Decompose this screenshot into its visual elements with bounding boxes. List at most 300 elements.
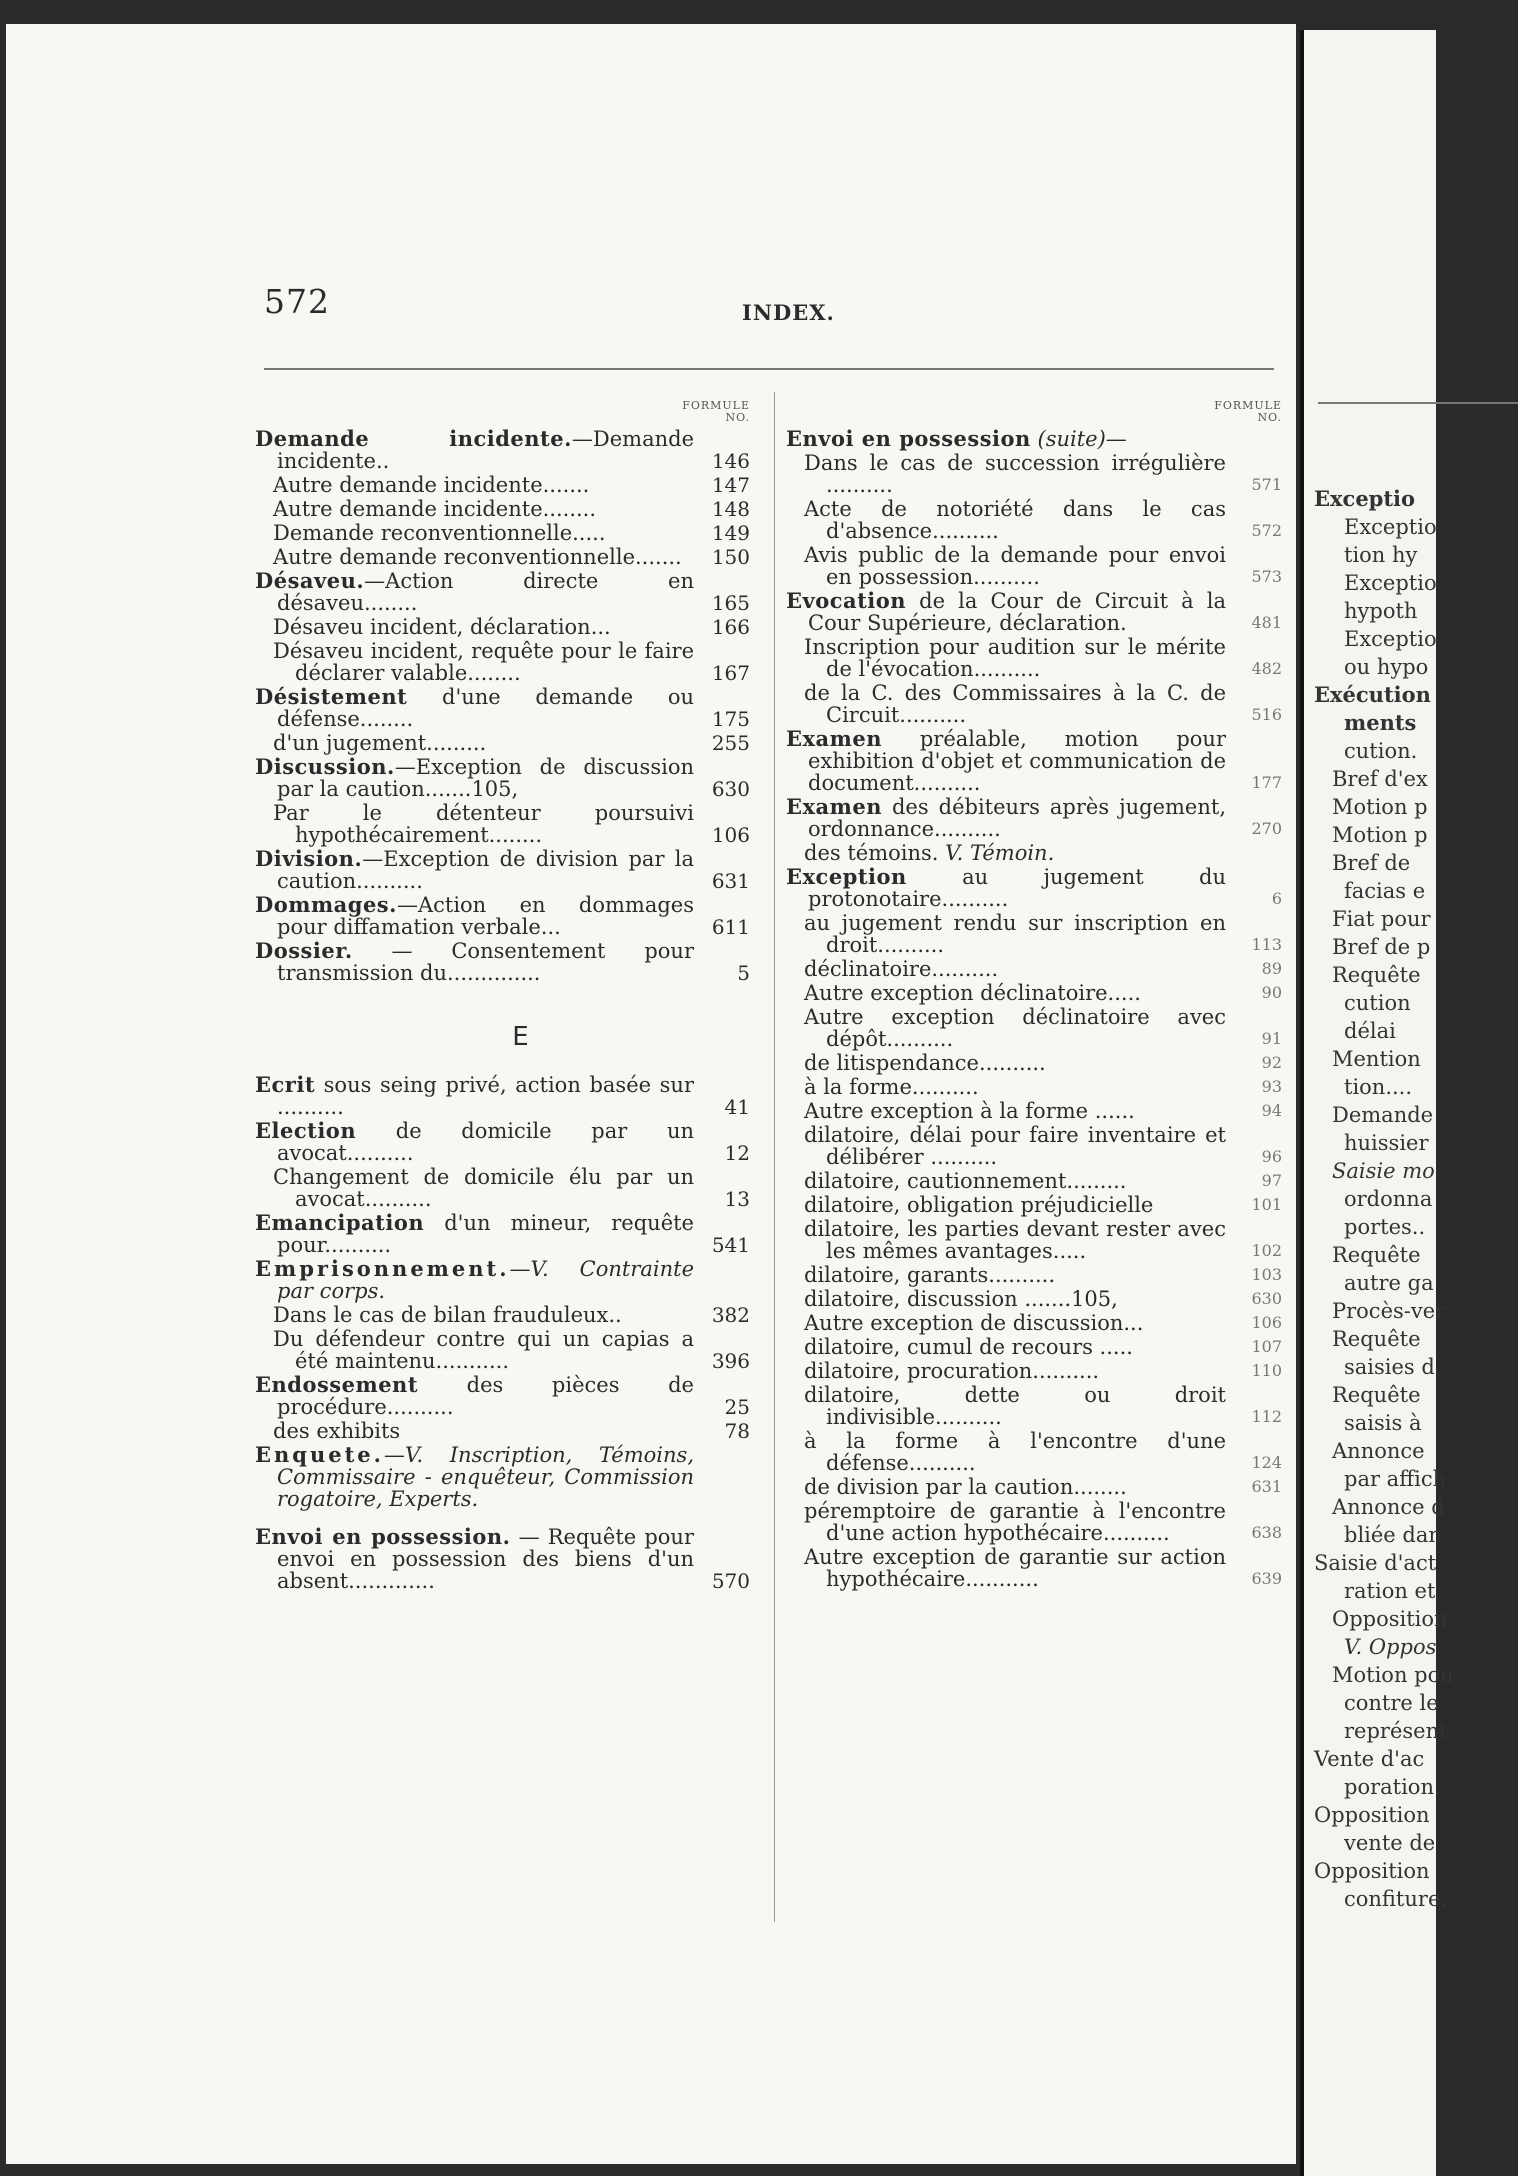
entry-headword: Envoi en possession bbox=[786, 426, 1031, 451]
entry-text bbox=[786, 796, 1226, 840]
facing-page-line: poration. bbox=[1344, 1775, 1441, 1799]
entry-crossref: V. Inscription, Témoins, Commissaire - enquêteur, Commission rogatoire, Experts. bbox=[277, 1443, 694, 1511]
entry-text bbox=[255, 1212, 694, 1256]
entry-formula-number: 146 bbox=[711, 449, 750, 473]
entry-description: —Action directe en désaveu........ bbox=[277, 569, 694, 615]
entry-description: —Demande incidente.. bbox=[277, 427, 694, 473]
index-entry bbox=[786, 842, 1282, 864]
facing-page-line: cution bbox=[1344, 991, 1411, 1015]
facing-page-line: Vente d'ac bbox=[1314, 1747, 1425, 1771]
index-entry bbox=[786, 1100, 1282, 1122]
facing-page-line: saisies d bbox=[1344, 1355, 1435, 1379]
entry-text bbox=[786, 1052, 1226, 1074]
entry-description: Inscription pour audition sur le mérite de l'évocation.......... bbox=[804, 635, 1226, 681]
entry-text bbox=[255, 1120, 694, 1164]
entry-text bbox=[786, 1384, 1226, 1428]
index-entry bbox=[786, 1312, 1282, 1334]
facing-page-line: facias e bbox=[1344, 879, 1426, 903]
facing-page-line: Exceptio bbox=[1344, 627, 1437, 651]
entry-formula-number: 90 bbox=[1261, 983, 1282, 1002]
column-separator bbox=[774, 392, 775, 1922]
facing-page-line: ments bbox=[1344, 710, 1417, 735]
entry-description: sous seing privé, action basée sur .......... bbox=[277, 1073, 694, 1119]
index-entry bbox=[255, 1212, 750, 1256]
index-entry bbox=[255, 802, 750, 846]
facing-page-line: ordonna bbox=[1344, 1187, 1433, 1211]
entry-description: —Action en dommages pour diffamation verbale... bbox=[277, 893, 694, 939]
entry-description: — bbox=[509, 1257, 531, 1281]
facing-page-line: Annonce bbox=[1332, 1439, 1425, 1463]
entry-description: de la C. des Commissaires à la C. de Circuit.......... bbox=[804, 681, 1226, 727]
entry-text bbox=[255, 1444, 694, 1510]
index-entry bbox=[786, 1360, 1282, 1382]
index-entry bbox=[786, 866, 1282, 910]
facing-page-line: Motion p bbox=[1332, 795, 1428, 819]
entry-crossref: (suite) bbox=[1037, 427, 1106, 451]
entry-text bbox=[255, 1074, 694, 1118]
entry-description: Dans le cas de bilan frauduleux.. bbox=[273, 1303, 622, 1327]
entry-headword: Examen bbox=[786, 794, 882, 819]
entry-formula-number: 92 bbox=[1261, 1053, 1282, 1072]
entry-text bbox=[255, 616, 694, 638]
facing-page-line: ou hypo bbox=[1344, 655, 1429, 679]
facing-page-line: tion.... bbox=[1344, 1075, 1413, 1099]
entry-description: dilatoire, délai pour faire inventaire et délibérer .......... bbox=[804, 1123, 1226, 1169]
facing-page-line: autre ga bbox=[1344, 1271, 1434, 1295]
entry-formula-number: 167 bbox=[711, 661, 750, 685]
entry-formula-number: 630 bbox=[1251, 1289, 1282, 1308]
index-entry bbox=[255, 1444, 750, 1510]
entry-formula-number: 631 bbox=[1251, 1477, 1282, 1496]
entry-description: dilatoire, dette ou droit indivisible.......... bbox=[804, 1383, 1226, 1429]
index-entry bbox=[786, 796, 1282, 840]
entry-formula-number: 89 bbox=[1261, 959, 1282, 978]
entry-description: Avis public de la demande pour envoi en possession.......... bbox=[804, 543, 1226, 589]
facing-page-line: Requête bbox=[1332, 1243, 1421, 1267]
entry-description: Autre demande incidente........ bbox=[273, 497, 597, 521]
index-entry bbox=[786, 1006, 1282, 1050]
entry-formula-number: 570 bbox=[711, 1569, 750, 1593]
entry-formula-number: 255 bbox=[711, 731, 750, 755]
entry-description: dilatoire, garants.......... bbox=[804, 1263, 1056, 1287]
entry-description: Autre demande reconventionnelle....... bbox=[273, 545, 682, 569]
index-entry bbox=[786, 1430, 1282, 1474]
entry-text bbox=[255, 498, 694, 520]
entry-text bbox=[786, 636, 1226, 680]
entry-headword: Division. bbox=[255, 846, 363, 871]
facing-page-line: confiture. bbox=[1344, 1887, 1448, 1911]
index-entry bbox=[786, 498, 1282, 542]
facing-page-line: tion hy bbox=[1344, 543, 1418, 567]
entry-text bbox=[786, 1360, 1226, 1382]
facing-page-line: Exceptio bbox=[1314, 486, 1416, 511]
facing-page-line: Requête bbox=[1332, 963, 1421, 987]
entry-text bbox=[255, 1304, 694, 1326]
entry-text bbox=[255, 570, 694, 614]
column-head-line: FORMULE bbox=[1214, 399, 1282, 412]
entry-text bbox=[255, 802, 694, 846]
entry-headword: Désistement bbox=[255, 684, 408, 709]
entry-formula-number: 166 bbox=[711, 615, 750, 639]
entry-formula-number: 96 bbox=[1261, 1147, 1282, 1166]
entry-description: Autre exception de discussion... bbox=[804, 1311, 1144, 1335]
facing-page-line: portes.. bbox=[1344, 1215, 1426, 1239]
facing-page-line: cution. bbox=[1344, 739, 1418, 763]
entry-text bbox=[786, 1170, 1226, 1192]
entry-formula-number: 5 bbox=[737, 961, 750, 985]
index-entry bbox=[786, 1500, 1282, 1544]
entry-text bbox=[255, 1166, 694, 1210]
facing-page-line: vente de bbox=[1344, 1831, 1436, 1855]
facing-page-line: bliée dan bbox=[1344, 1523, 1442, 1547]
index-entry bbox=[786, 1384, 1282, 1428]
entry-formula-number: 78 bbox=[724, 1419, 750, 1443]
entry-formula-number: 93 bbox=[1261, 1077, 1282, 1096]
entry-description: dilatoire, discussion .......105, bbox=[804, 1287, 1118, 1311]
entry-formula-number: 41 bbox=[724, 1095, 750, 1119]
facing-page-line: Procès-ver bbox=[1332, 1299, 1446, 1323]
index-entry bbox=[255, 1328, 750, 1372]
entry-text bbox=[786, 452, 1226, 496]
entry-description: d'une demande ou défense........ bbox=[277, 685, 694, 731]
entry-formula-number: 91 bbox=[1261, 1029, 1282, 1048]
entry-text bbox=[255, 686, 694, 730]
facing-page-line: Exécution bbox=[1314, 682, 1431, 707]
entry-formula-number: 177 bbox=[1251, 773, 1282, 792]
index-entry bbox=[255, 522, 750, 544]
entry-text bbox=[786, 590, 1226, 634]
entry-text bbox=[255, 848, 694, 892]
entry-formula-number: 113 bbox=[1251, 935, 1282, 954]
entry-formula-number: 382 bbox=[711, 1303, 750, 1327]
entry-headword: Evocation bbox=[786, 588, 907, 613]
facing-page-line: Mention bbox=[1332, 1047, 1421, 1071]
entry-formula-number: 110 bbox=[1251, 1361, 1282, 1380]
running-head: INDEX. bbox=[742, 300, 835, 325]
index-entry bbox=[786, 1288, 1282, 1310]
index-entry bbox=[255, 1304, 750, 1326]
index-entry bbox=[786, 1124, 1282, 1168]
entry-headword: Examen bbox=[786, 726, 882, 751]
entry-text bbox=[255, 522, 694, 544]
index-entry bbox=[255, 474, 750, 496]
facing-page-rule bbox=[1318, 402, 1518, 404]
entry-description: des exhibits bbox=[273, 1419, 401, 1443]
facing-page-line: Exceptio bbox=[1344, 515, 1437, 539]
entry-text bbox=[255, 894, 694, 938]
entry-description: — Consentement pour transmission du.............. bbox=[277, 939, 694, 985]
index-entry bbox=[255, 1120, 750, 1164]
entry-description: déclinatoire.......... bbox=[804, 957, 999, 981]
index-entry bbox=[786, 958, 1282, 980]
entry-formula-number: 630 bbox=[711, 777, 750, 801]
index-entry bbox=[786, 912, 1282, 956]
facing-page-line: ration et bbox=[1344, 1579, 1436, 1603]
entry-text bbox=[786, 1194, 1226, 1216]
index-entry bbox=[255, 1074, 750, 1118]
entry-crossref: V. Contrainte par corps. bbox=[277, 1257, 694, 1303]
entry-headword: Emprisonnement. bbox=[255, 1256, 510, 1281]
entry-text bbox=[255, 732, 694, 754]
entry-description: dilatoire, les parties devant rester avec les mêmes avantages..... bbox=[804, 1217, 1226, 1263]
page-number: 572 bbox=[264, 282, 330, 321]
index-entry bbox=[255, 1258, 750, 1302]
index-entry bbox=[255, 848, 750, 892]
entry-text bbox=[786, 1430, 1226, 1474]
entry-formula-number: 165 bbox=[711, 591, 750, 615]
entry-description: Autre exception à la forme ...... bbox=[804, 1099, 1135, 1123]
entry-description: Acte de notoriété dans le cas d'absence.......... bbox=[804, 497, 1226, 543]
facing-page-line: V. Oppos bbox=[1344, 1635, 1437, 1659]
entry-formula-number: 94 bbox=[1261, 1101, 1282, 1120]
index-entry bbox=[255, 1526, 750, 1592]
entry-formula-number: 106 bbox=[711, 823, 750, 847]
index-entry bbox=[786, 682, 1282, 726]
entry-description: à la forme à l'encontre d'une défense.......... bbox=[804, 1429, 1226, 1475]
entry-text bbox=[786, 1076, 1226, 1098]
entry-formula-number: 103 bbox=[1251, 1265, 1282, 1284]
entry-formula-number: 150 bbox=[711, 545, 750, 569]
facing-page-line: Bref d'ex bbox=[1332, 767, 1428, 791]
index-entry bbox=[786, 636, 1282, 680]
entry-text bbox=[786, 958, 1226, 980]
entry-description: Demande reconventionnelle..... bbox=[273, 521, 606, 545]
entry-description: Changement de domicile élu par un avocat.......... bbox=[273, 1165, 694, 1211]
entry-text bbox=[786, 842, 1226, 864]
entry-formula-number: 6 bbox=[1271, 889, 1282, 908]
entry-description: des pièces de procédure.......... bbox=[277, 1373, 694, 1419]
entry-formula-number: 124 bbox=[1251, 1453, 1282, 1472]
facing-page-line: délai bbox=[1344, 1019, 1396, 1043]
facing-page-line: Bref de bbox=[1332, 851, 1411, 875]
entry-headword: Dommages. bbox=[255, 892, 397, 917]
index-entry bbox=[255, 616, 750, 638]
column-head-line: NO. bbox=[725, 411, 750, 424]
index-entry bbox=[786, 1476, 1282, 1498]
facing-page-line: Requête bbox=[1332, 1383, 1421, 1407]
facing-page-line: Requête bbox=[1332, 1327, 1421, 1351]
index-column-left bbox=[255, 400, 750, 1592]
index-entry bbox=[255, 1166, 750, 1210]
entry-formula-number: 482 bbox=[1251, 659, 1282, 678]
entry-description: Autre exception déclinatoire avec dépôt.......... bbox=[804, 1005, 1226, 1051]
entry-formula-number: 481 bbox=[1251, 613, 1282, 632]
entry-formula-number: 149 bbox=[711, 521, 750, 545]
facing-page-line: hypoth bbox=[1344, 599, 1418, 623]
entry-formula-number: 638 bbox=[1251, 1523, 1282, 1542]
column-head-line: FORMULE bbox=[682, 399, 750, 412]
entry-text bbox=[786, 1476, 1226, 1498]
facing-page-line: Opposition bbox=[1332, 1607, 1448, 1631]
entry-description: des débiteurs après jugement, ordonnance.......... bbox=[808, 795, 1226, 841]
facing-page-line: Fiat pour bbox=[1332, 907, 1431, 931]
index-entry bbox=[255, 686, 750, 730]
index-entry bbox=[786, 728, 1282, 794]
entry-description: de domicile par un avocat.......... bbox=[277, 1119, 694, 1165]
facing-page-line: par affich bbox=[1344, 1467, 1447, 1491]
entry-description: d'un mineur, requête pour.......... bbox=[277, 1211, 694, 1257]
facing-page-fragment bbox=[1300, 30, 1454, 2176]
entry-headword: Demande incidente. bbox=[255, 426, 572, 451]
entry-formula-number: 101 bbox=[1251, 1195, 1282, 1214]
entry-headword: Enquete. bbox=[255, 1442, 384, 1467]
index-entry bbox=[786, 1264, 1282, 1286]
facing-page-line: Saisie d'act bbox=[1314, 1551, 1437, 1575]
entry-text bbox=[255, 1258, 694, 1302]
index-entry bbox=[255, 756, 750, 800]
entry-description: Désaveu incident, déclaration... bbox=[273, 615, 611, 639]
entry-formula-number: 631 bbox=[711, 869, 750, 893]
entry-description: péremptoire de garantie à l'encontre d'une action hypothécaire.......... bbox=[804, 1499, 1226, 1545]
entry-description: Autre demande incidente....... bbox=[273, 473, 590, 497]
index-entry bbox=[786, 1546, 1282, 1590]
entry-text bbox=[786, 1100, 1226, 1122]
index-entry bbox=[255, 940, 750, 984]
index-entry bbox=[255, 894, 750, 938]
entry-formula-number: 571 bbox=[1251, 475, 1282, 494]
entry-formula-number: 12 bbox=[724, 1141, 750, 1165]
entry-text bbox=[255, 428, 694, 472]
entry-formula-number: 516 bbox=[1251, 705, 1282, 724]
entry-text bbox=[786, 428, 1226, 450]
entry-description: de la Cour de Circuit à la Cour Supérieure, déclaration. bbox=[808, 589, 1226, 635]
entry-space bbox=[1031, 427, 1038, 451]
column-head-line: NO. bbox=[1257, 411, 1282, 424]
entry-text bbox=[255, 546, 694, 568]
entry-description: au jugement du protonotaire.......... bbox=[808, 865, 1226, 911]
section-letter: E bbox=[512, 1022, 529, 1052]
entry-description: — bbox=[1105, 427, 1127, 451]
entry-description: de litispendance.......... bbox=[804, 1051, 1046, 1075]
entry-description: Autre exception déclinatoire..... bbox=[804, 981, 1141, 1005]
index-entry bbox=[786, 590, 1282, 634]
facing-page-line: Opposition bbox=[1314, 1803, 1430, 1827]
entry-formula-number: 611 bbox=[711, 915, 750, 939]
entry-text bbox=[255, 1374, 694, 1418]
index-entry bbox=[255, 546, 750, 568]
index-entry bbox=[786, 1194, 1282, 1216]
entry-text bbox=[786, 1264, 1226, 1286]
facing-page-line: Annonce d bbox=[1332, 1495, 1445, 1519]
index-column-right bbox=[786, 400, 1282, 1590]
entry-description: dilatoire, procuration.......... bbox=[804, 1359, 1100, 1383]
entry-description: dilatoire, cumul de recours ..... bbox=[804, 1335, 1133, 1359]
entry-formula-number: 106 bbox=[1251, 1313, 1282, 1332]
index-entry bbox=[786, 1170, 1282, 1192]
entry-text bbox=[255, 1328, 694, 1372]
entry-formula-number: 13 bbox=[724, 1187, 750, 1211]
facing-page-line: Bref de p bbox=[1332, 935, 1431, 959]
entry-headword: Endossement bbox=[255, 1372, 419, 1397]
entry-text bbox=[255, 1526, 694, 1592]
entry-formula-number: 25 bbox=[724, 1395, 750, 1419]
entry-formula-number: 573 bbox=[1251, 567, 1282, 586]
entry-headword: Dossier. bbox=[255, 938, 353, 963]
entry-headword: Exception bbox=[786, 864, 907, 889]
index-entry bbox=[255, 498, 750, 520]
entry-description: au jugement rendu sur inscription en droit.......... bbox=[804, 911, 1226, 957]
entry-text bbox=[786, 1218, 1226, 1262]
entry-formula-number: 396 bbox=[711, 1349, 750, 1373]
entry-text bbox=[786, 682, 1226, 726]
entry-text bbox=[255, 940, 694, 984]
entry-text bbox=[786, 544, 1226, 588]
facing-page-line: Saisie mo bbox=[1332, 1159, 1435, 1183]
entry-text bbox=[786, 1500, 1226, 1544]
header-rule bbox=[264, 368, 1274, 370]
entry-formula-number: 541 bbox=[711, 1233, 750, 1257]
entry-text bbox=[786, 866, 1226, 910]
entry-text bbox=[786, 1312, 1226, 1334]
entry-text bbox=[255, 1420, 694, 1442]
entry-description: à la forme.......... bbox=[804, 1075, 979, 1099]
entry-description: —Exception de division par la caution.......... bbox=[277, 847, 694, 893]
entry-description: préalable, motion pour exhibition d'objet et communication de document.......... bbox=[808, 727, 1226, 795]
entry-description: Dans le cas de succession irrégulière .......... bbox=[804, 451, 1226, 497]
entry-formula-number: 175 bbox=[711, 707, 750, 731]
index-entry bbox=[786, 428, 1282, 450]
facing-page-line: Demande bbox=[1332, 1103, 1434, 1127]
index-entry bbox=[255, 570, 750, 614]
entry-description: — Requête pour envoi en possession des biens d'un absent............. bbox=[277, 1525, 694, 1593]
entry-formula-number: 572 bbox=[1251, 521, 1282, 540]
entry-formula-number: 112 bbox=[1251, 1407, 1282, 1426]
entry-description: de division par la caution........ bbox=[804, 1475, 1127, 1499]
entry-description: dilatoire, obligation préjudicielle bbox=[804, 1193, 1154, 1217]
index-entry bbox=[786, 452, 1282, 496]
facing-page-line: représent bbox=[1344, 1719, 1448, 1743]
index-entry bbox=[786, 1076, 1282, 1098]
facing-page-line: Opposition bbox=[1314, 1859, 1430, 1883]
entry-text bbox=[255, 640, 694, 684]
entry-description: Désaveu incident, requête pour le faire déclarer valable........ bbox=[273, 639, 694, 685]
index-entry bbox=[786, 1052, 1282, 1074]
entry-text bbox=[786, 498, 1226, 542]
entry-text bbox=[786, 1006, 1226, 1050]
entry-formula-number: 102 bbox=[1251, 1241, 1282, 1260]
index-entry bbox=[786, 982, 1282, 1004]
entry-headword: Discussion. bbox=[255, 754, 395, 779]
facing-page-line: Exceptio bbox=[1344, 571, 1437, 595]
entry-description: des témoins. bbox=[804, 841, 946, 865]
entry-headword: Election bbox=[255, 1118, 357, 1143]
index-entry bbox=[255, 1420, 750, 1442]
index-entry bbox=[786, 544, 1282, 588]
index-entry bbox=[786, 1218, 1282, 1262]
index-entry bbox=[255, 640, 750, 684]
entry-text bbox=[786, 912, 1226, 956]
facing-page-line: Motion p bbox=[1332, 823, 1428, 847]
entry-text bbox=[786, 728, 1226, 794]
entry-description: Par le détenteur poursuivi hypothécairement........ bbox=[273, 801, 694, 847]
entry-formula-number: 270 bbox=[1251, 819, 1282, 838]
entry-crossref: V. Témoin. bbox=[945, 841, 1055, 865]
entry-description: d'un jugement......... bbox=[273, 731, 487, 755]
entry-description: — bbox=[383, 1443, 405, 1467]
entry-text bbox=[255, 756, 694, 800]
column-head bbox=[786, 400, 1282, 424]
index-entry bbox=[255, 1374, 750, 1418]
entry-formula-number: 97 bbox=[1261, 1171, 1282, 1190]
entry-headword: Ecrit bbox=[255, 1072, 316, 1097]
index-entry bbox=[255, 732, 750, 754]
facing-page-line: Motion pou bbox=[1332, 1663, 1454, 1687]
entry-text bbox=[786, 1546, 1226, 1590]
column-head bbox=[255, 400, 750, 424]
entry-formula-number: 147 bbox=[711, 473, 750, 497]
entry-headword: Emancipation bbox=[255, 1210, 425, 1235]
facing-page-line: saisis à bbox=[1344, 1411, 1422, 1435]
